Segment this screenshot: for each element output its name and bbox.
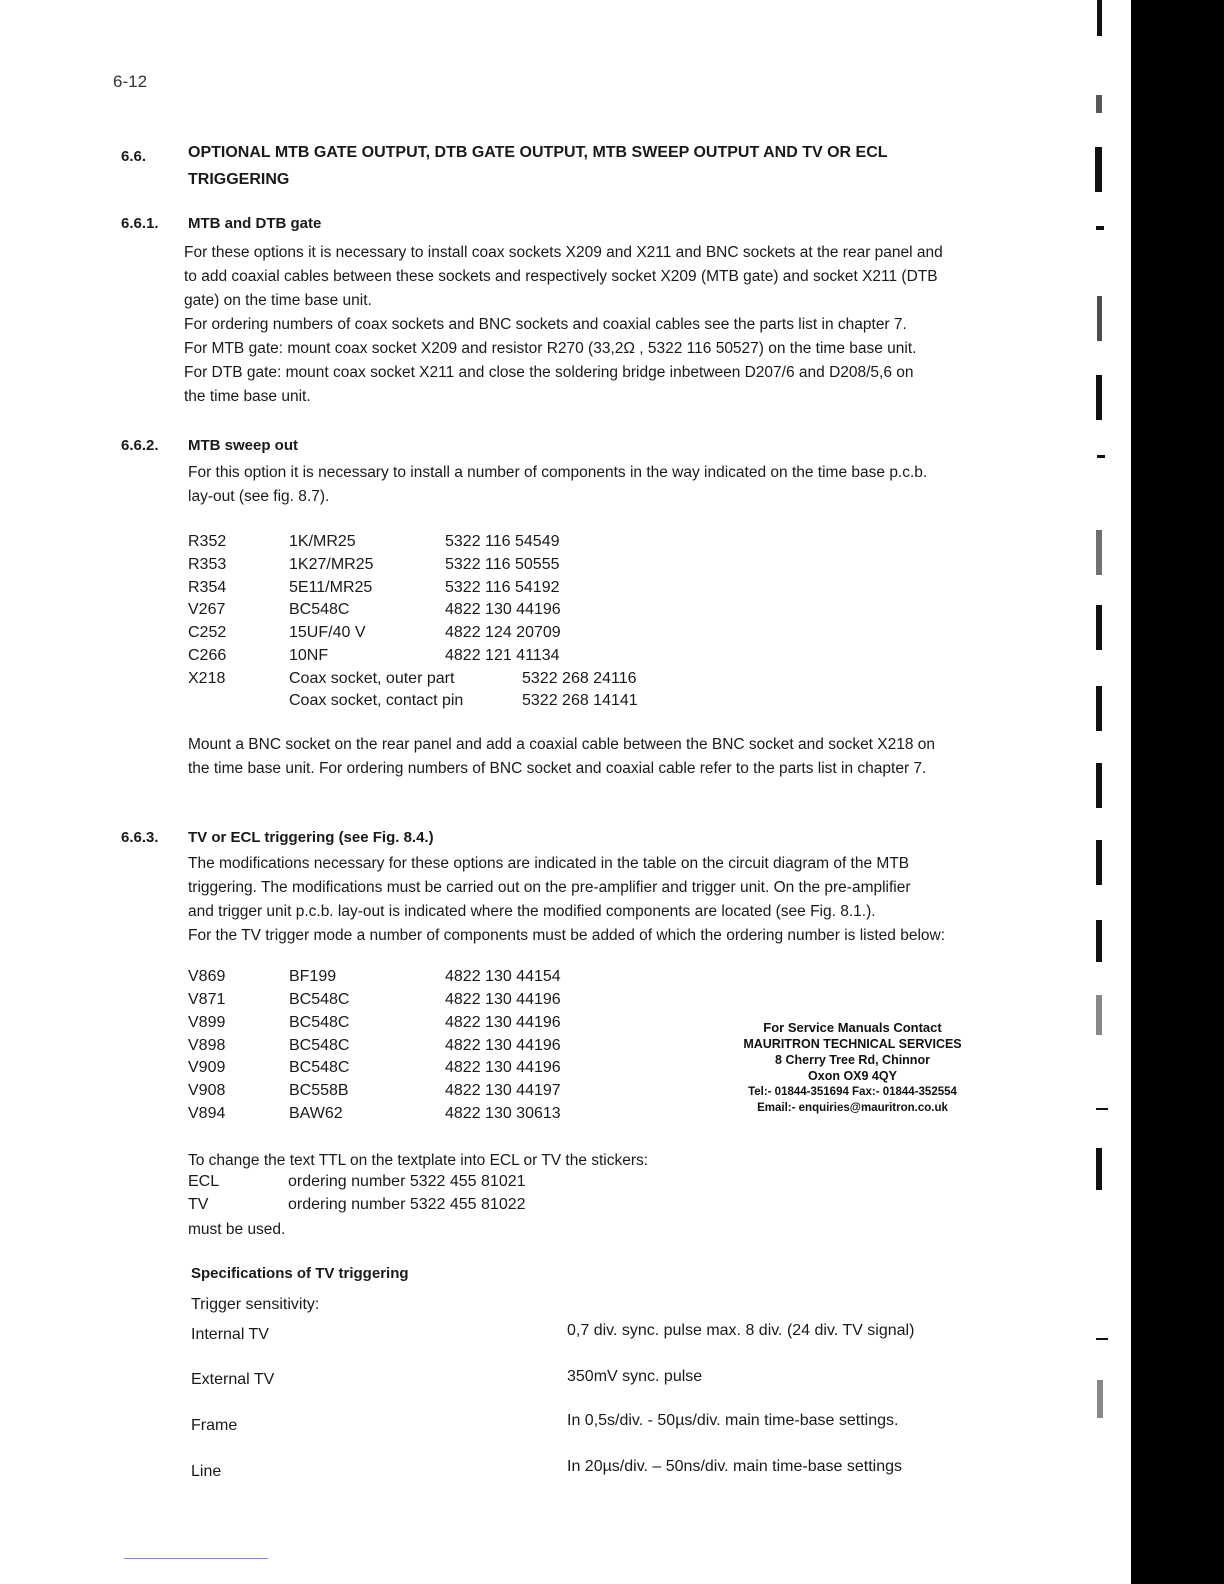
text-line: lay-out (see fig. 8.7). — [188, 488, 330, 505]
part-value: 1K/MR25 — [289, 533, 356, 550]
sticker-text: ordering number 5322 455 81021 — [288, 1173, 526, 1190]
sticker-outro: must be used. — [188, 1221, 286, 1238]
part-code: 5322 116 54549 — [445, 533, 560, 550]
part-ref: V267 — [188, 601, 226, 618]
part-ref: V869 — [188, 968, 226, 985]
text-line: For MTB gate: mount coax socket X209 and resistor R270 (33,2Ω , 5322 116 50527) on the time base unit. — [184, 340, 917, 357]
part-code: 5322 268 24116 — [522, 670, 637, 687]
contact-line: Oxon OX9 4QY — [808, 1069, 897, 1083]
part-value: 1K27/MR25 — [289, 556, 374, 573]
part-code: 5322 268 14141 — [522, 692, 638, 709]
part-ref: V871 — [188, 991, 226, 1008]
service-contact-block — [740, 1020, 965, 1116]
part-code: 5322 116 54192 — [445, 579, 560, 596]
part-ref: C266 — [188, 647, 227, 664]
part-code: 4822 121 41134 — [445, 647, 560, 664]
part-ref: C252 — [188, 624, 227, 641]
spec-value: In 20µs/div. – 50ns/div. main time-base settings — [567, 1458, 903, 1475]
subsection-heading-662: MTB sweep out — [188, 437, 299, 454]
part-code: 4822 130 44196 — [445, 1059, 561, 1076]
part-value: BF199 — [289, 968, 337, 985]
part-desc: Coax socket, outer part — [289, 670, 455, 687]
part-ref: R352 — [188, 533, 227, 550]
text-line: gate) on the time base unit. — [184, 292, 372, 309]
section-title-line1: OPTIONAL MTB GATE OUTPUT, DTB GATE OUTPUT, MTB SWEEP OUTPUT AND TV OR ECL — [188, 144, 888, 161]
text-line: the time base unit. For ordering numbers of BNC socket and coaxial cable refer to the parts list in chapter 7. — [188, 760, 927, 777]
spec-heading: Specifications of TV triggering — [191, 1265, 409, 1282]
part-ref: V899 — [188, 1014, 226, 1031]
part-value: 15UF/40 V — [289, 624, 366, 641]
section-number: 6.6. — [121, 148, 147, 165]
text-line: and trigger unit p.c.b. lay-out is indicated where the modified components are located (see Fig. 8.1.). — [188, 903, 876, 920]
part-ref: V908 — [188, 1082, 226, 1099]
spec-value: In 0,5s/div. - 50µs/div. main time-base settings. — [567, 1412, 899, 1429]
part-value: BC548C — [289, 601, 350, 618]
text-line: For the TV trigger mode a number of components must be added of which the ordering number is listed below: — [188, 927, 946, 944]
spec-subheading: Trigger sensitivity: — [191, 1296, 320, 1313]
spec-name: External TV — [191, 1371, 275, 1388]
contact-line: Email:- enquiries@mauritron.co.uk — [757, 1102, 948, 1114]
text-line: The modifications necessary for these options are indicated in the table on the circuit diagram of the MTB — [188, 855, 910, 872]
text-line: For this option it is necessary to install a number of components in the way indicated on the time base p.c.b. — [188, 464, 928, 481]
sticker-text: ordering number 5322 455 81022 — [288, 1196, 526, 1213]
part-ref: R354 — [188, 579, 227, 596]
sticker-label: ECL — [188, 1173, 220, 1190]
text-line: to add coaxial cables between these sockets and respectively socket X209 (MTB gate) and socket X211 (DTB — [184, 268, 938, 285]
contact-line: 8 Cherry Tree Rd, Chinnor — [775, 1053, 930, 1067]
text-line: triggering. The modifications must be carried out on the pre-amplifier and trigger unit. On the pre-amplifier — [188, 879, 911, 896]
text-line: Mount a BNC socket on the rear panel and add a coaxial cable between the BNC socket and socket X218 on — [188, 736, 936, 753]
paragraph-661 — [184, 241, 943, 409]
sticker-label: TV — [188, 1196, 209, 1213]
part-value: BC548C — [289, 991, 350, 1008]
part-value: BC548C — [289, 1037, 350, 1054]
part-ref: V909 — [188, 1059, 226, 1076]
section-title-line2: TRIGGERING — [188, 171, 290, 188]
part-value: 5E11/MR25 — [289, 579, 373, 596]
part-value: 10NF — [289, 647, 329, 664]
part-code: 4822 130 44196 — [445, 1014, 561, 1031]
spec-name: Frame — [191, 1417, 238, 1434]
part-code: 4822 130 44154 — [445, 968, 561, 985]
subsection-number-662: 6.6.2. — [121, 437, 159, 454]
part-code: 4822 130 44197 — [445, 1082, 561, 1099]
contact-line: Tel:- 01844-351694 Fax:- 01844-352554 — [748, 1086, 957, 1098]
part-desc: Coax socket, contact pin — [289, 692, 464, 709]
part-ref: V898 — [188, 1037, 226, 1054]
sticker-intro: To change the text TTL on the textplate into ECL or TV the stickers: — [188, 1152, 649, 1169]
page-number: 6-12 — [113, 72, 148, 91]
part-code: 4822 124 20709 — [445, 624, 561, 641]
subsection-number-663: 6.6.3. — [121, 829, 159, 846]
spec-value: 350mV sync. pulse — [567, 1368, 703, 1385]
part-code: 4822 130 44196 — [445, 601, 561, 618]
spec-name: Line — [191, 1463, 222, 1480]
contact-line: For Service Manuals Contact — [763, 1020, 942, 1035]
part-value: BAW62 — [289, 1105, 343, 1122]
part-ref: V894 — [188, 1105, 226, 1122]
paragraph-663-intro — [188, 852, 945, 948]
part-code: 4822 130 44196 — [445, 991, 561, 1008]
part-value: BC548C — [289, 1014, 350, 1031]
spec-value: 0,7 div. sync. pulse max. 8 div. (24 div. TV signal) — [567, 1322, 915, 1339]
spec-name: Internal TV — [191, 1326, 269, 1343]
part-value: BC558B — [289, 1082, 349, 1099]
scan-edge — [1131, 0, 1224, 1584]
part-code: 4822 130 30613 — [445, 1105, 561, 1122]
text-line: the time base unit. — [184, 388, 311, 405]
subsection-number-661: 6.6.1. — [121, 215, 159, 232]
subsection-heading-661: MTB and DTB gate — [188, 215, 322, 232]
subsection-heading-663: TV or ECL triggering (see Fig. 8.4.) — [188, 829, 434, 846]
part-code: 4822 130 44196 — [445, 1037, 561, 1054]
footer-rule — [124, 1558, 268, 1559]
part-ref: X218 — [188, 670, 226, 687]
part-ref: R353 — [188, 556, 227, 573]
part-value: BC548C — [289, 1059, 350, 1076]
text-line: For DTB gate: mount coax socket X211 and close the soldering bridge inbetween D207/6 and D208/5,6 on — [184, 364, 914, 381]
part-code: 5322 116 50555 — [445, 556, 560, 573]
paragraph-662-outro — [188, 733, 935, 781]
text-line: For these options it is necessary to install coax sockets X209 and X211 and BNC sockets at the rear panel and — [184, 244, 943, 261]
paragraph-662-intro — [188, 461, 927, 509]
text-line: For ordering numbers of coax sockets and BNC sockets and coaxial cables see the parts list in chapter 7. — [184, 316, 907, 333]
contact-line: MAURITRON TECHNICAL SERVICES — [743, 1037, 962, 1051]
